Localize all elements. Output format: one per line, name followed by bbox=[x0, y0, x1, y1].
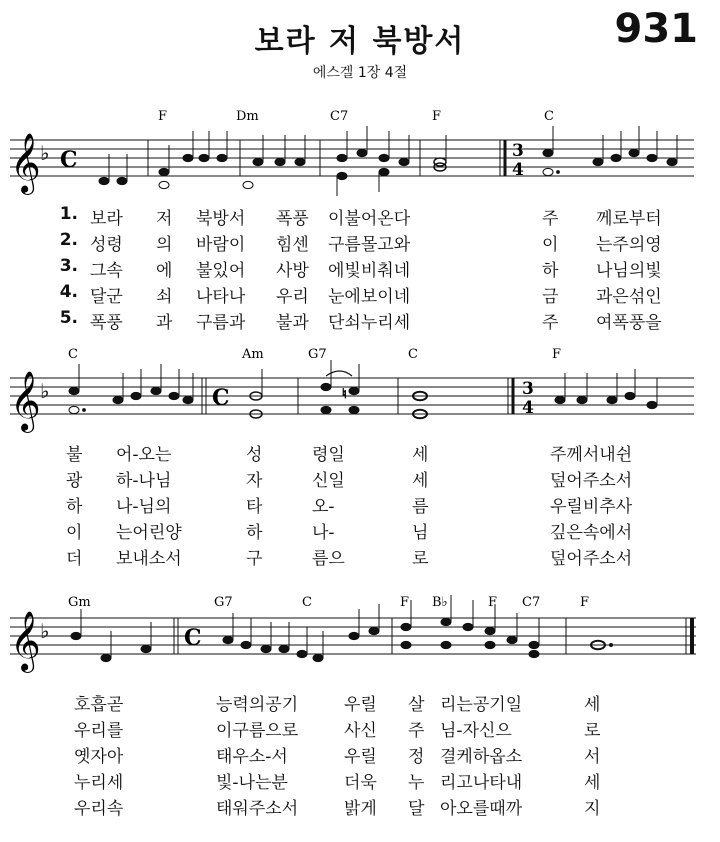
lyric-segment: 세 bbox=[584, 695, 601, 715]
verse-row bbox=[0, 308, 720, 332]
lyric-segment: 의 bbox=[156, 235, 173, 255]
lyric-segment: 서 bbox=[584, 747, 601, 767]
verse-number: 1. bbox=[59, 204, 78, 224]
verse-number: 2. bbox=[59, 230, 78, 250]
chord-label: G7 bbox=[214, 595, 233, 610]
note-head bbox=[223, 636, 233, 643]
note-head bbox=[543, 149, 553, 156]
note-head bbox=[529, 641, 539, 648]
common-time-icon: C bbox=[184, 625, 202, 651]
chord-label: C7 bbox=[522, 595, 541, 610]
note-head bbox=[357, 149, 367, 156]
lyric-segment: 빛-나는분 bbox=[216, 773, 288, 793]
note-head bbox=[183, 396, 193, 403]
staff-system-2 bbox=[0, 340, 720, 440]
chord-label: G7 bbox=[308, 347, 327, 362]
lyric-segment: 하 bbox=[246, 523, 263, 543]
lyric-segment: 세 bbox=[412, 445, 429, 465]
note-head bbox=[313, 654, 323, 661]
note-head bbox=[117, 177, 127, 184]
lyric-segment: 나타나 bbox=[196, 287, 246, 307]
lyric-segment: 덮어주소서 bbox=[550, 549, 633, 569]
note-head bbox=[151, 387, 161, 394]
chord-label: F bbox=[432, 109, 442, 124]
note-head bbox=[441, 618, 451, 625]
lyric-segment: 저 bbox=[156, 209, 173, 229]
treble-clef-icon: 𝄞 bbox=[10, 371, 41, 431]
lyric-segment: 광 bbox=[66, 471, 83, 491]
note-head bbox=[69, 406, 79, 413]
lyric-segment: 우릴 bbox=[344, 695, 377, 715]
chord-label: F bbox=[552, 347, 562, 362]
lyric-segment: 그속 bbox=[90, 261, 123, 281]
lyric-segment: 사방 bbox=[276, 261, 309, 281]
lyric-segment: 령일 bbox=[312, 445, 345, 465]
note-head bbox=[369, 627, 379, 634]
svg-text:♮: ♮ bbox=[342, 387, 347, 402]
note-head bbox=[321, 383, 331, 390]
lyric-segment: 정 bbox=[408, 747, 425, 767]
note-head bbox=[243, 181, 253, 188]
note-head bbox=[297, 650, 307, 657]
verse-row bbox=[0, 230, 720, 254]
chord-label: F bbox=[580, 595, 590, 610]
lyric-segment: 세 bbox=[412, 471, 429, 491]
lyric-segment: 님 bbox=[412, 523, 429, 543]
lyric-segment: 사신 bbox=[344, 721, 377, 741]
note-head bbox=[69, 387, 79, 394]
flat-key-signature-icon: ♭ bbox=[40, 619, 50, 643]
chord-label: F bbox=[400, 595, 410, 610]
verse-row bbox=[0, 466, 720, 490]
staff-lines bbox=[10, 140, 694, 176]
note-head bbox=[349, 406, 359, 413]
lyric-segment: 자 bbox=[246, 471, 263, 491]
note-head bbox=[199, 154, 209, 161]
note-head bbox=[629, 149, 639, 156]
lyric-segment: 세 bbox=[584, 773, 601, 793]
note-head bbox=[113, 396, 123, 403]
lyric-segment: 살 bbox=[408, 695, 425, 715]
note-head bbox=[275, 158, 285, 165]
lyric-segment: 주 bbox=[542, 313, 559, 333]
note-head bbox=[625, 392, 635, 399]
lyric-segment: 로 bbox=[584, 721, 601, 741]
time-signature-3-4-icon: 4 bbox=[522, 398, 534, 418]
lyric-segment: 우릴 bbox=[344, 747, 377, 767]
lyric-segment: 름으 bbox=[312, 549, 345, 569]
note-head bbox=[485, 641, 495, 648]
lyric-segment: 밝게 bbox=[344, 799, 377, 819]
chord-label: Gm bbox=[68, 595, 91, 610]
note-head bbox=[321, 406, 331, 413]
note-head bbox=[529, 650, 539, 657]
lyric-segment: 덮어주소서 bbox=[550, 471, 633, 491]
lyric-segment: 에빛비춰네 bbox=[328, 261, 411, 281]
lyric-segment: 우리속 bbox=[74, 799, 124, 819]
note-head bbox=[543, 168, 553, 175]
lyric-segment: 보라 bbox=[90, 209, 123, 229]
chord-label: B♭ bbox=[432, 595, 448, 610]
note-head bbox=[611, 154, 621, 161]
note-head bbox=[131, 392, 141, 399]
lyric-segment: 오- bbox=[312, 497, 335, 517]
hymn-title: 보라 저 북방서 bbox=[254, 24, 466, 59]
lyric-segment: 더욱 bbox=[344, 773, 377, 793]
lyric-segment: 깊은속에서 bbox=[550, 523, 633, 543]
note-head bbox=[349, 387, 359, 394]
note-head bbox=[441, 641, 451, 648]
lyric-segment: 구름과 bbox=[196, 313, 246, 333]
lyric-segment: 구름몰고와 bbox=[328, 235, 411, 255]
verse-row bbox=[0, 768, 720, 792]
lyric-segment: 아오를때까 bbox=[440, 799, 523, 819]
lyric-segment: 주 bbox=[408, 721, 425, 741]
lyric-segment: 성령 bbox=[90, 235, 123, 255]
note-head bbox=[241, 641, 251, 648]
lyric-segment: 과 bbox=[156, 313, 173, 333]
verse-row bbox=[0, 716, 720, 740]
lyric-segment: 지 bbox=[584, 799, 601, 819]
note-head bbox=[159, 181, 169, 188]
note-head bbox=[401, 623, 411, 630]
verse-row bbox=[0, 492, 720, 516]
lyric-segment: 누리세 bbox=[74, 773, 124, 793]
note-head bbox=[647, 401, 657, 408]
common-time-icon: C bbox=[60, 147, 78, 173]
lyric-segment: 누 bbox=[408, 773, 425, 793]
chord-label: C bbox=[68, 347, 78, 362]
lyric-segment: 주께서내쉰 bbox=[550, 445, 633, 465]
note-head bbox=[183, 154, 193, 161]
lyric-segment: 리는공기일 bbox=[440, 695, 523, 715]
lyric-segment: 달 bbox=[408, 799, 425, 819]
verse-row bbox=[0, 742, 720, 766]
note-head bbox=[485, 627, 495, 634]
treble-clef-icon: 𝄞 bbox=[10, 611, 41, 671]
note-head bbox=[253, 158, 263, 165]
lyric-segment: 구 bbox=[246, 549, 263, 569]
lyric-segment: 더 bbox=[66, 549, 83, 569]
note-head bbox=[337, 172, 347, 179]
lyric-segment: 불과 bbox=[276, 313, 309, 333]
lyric-segment: 하 bbox=[542, 261, 559, 281]
lyric-segment: 나-님의 bbox=[116, 497, 172, 517]
verse-row bbox=[0, 690, 720, 714]
lyric-segment: 호흡곧 bbox=[74, 695, 124, 715]
verse-number: 5. bbox=[59, 308, 78, 328]
note-head bbox=[507, 636, 517, 643]
lyric-segment: 태우소-서 bbox=[216, 747, 288, 767]
lyric-segment: 는어린양 bbox=[116, 523, 182, 543]
lyric-segment: 님-자신으 bbox=[440, 721, 512, 741]
chord-symbols bbox=[158, 109, 554, 124]
lyric-segment: 어-오는 bbox=[116, 445, 172, 465]
lyric-segment: 금 bbox=[542, 287, 559, 307]
lyric-segment: 폭풍 bbox=[276, 209, 309, 229]
lyric-segment: 보내소서 bbox=[116, 549, 182, 569]
lyric-segment: 불있어 bbox=[196, 261, 246, 281]
lyric-segment: 나- bbox=[312, 523, 335, 543]
lyric-segment: 이구름으로 bbox=[216, 721, 299, 741]
lyric-segment: 우릴비추사 bbox=[550, 497, 633, 517]
lyric-segment: 쇠 bbox=[156, 287, 173, 307]
note-head bbox=[169, 392, 179, 399]
note-head bbox=[101, 654, 111, 661]
lyric-segment: 단쇠누리세 bbox=[328, 313, 411, 333]
note-head bbox=[279, 645, 289, 652]
lyric-segment: 에 bbox=[156, 261, 173, 281]
common-time-icon: C bbox=[212, 385, 230, 411]
note-head bbox=[295, 158, 305, 165]
lyric-segment: 타 bbox=[246, 497, 263, 517]
verse-row bbox=[0, 440, 720, 464]
time-signature-3-4-icon: 4 bbox=[512, 160, 524, 180]
chord-label: C bbox=[302, 595, 312, 610]
note-head bbox=[337, 154, 347, 161]
lyric-segment: 과은섞인 bbox=[596, 287, 662, 307]
lyric-segment: 이불어온다 bbox=[328, 209, 411, 229]
lyric-segment: 눈에보이네 bbox=[328, 287, 411, 307]
note-head bbox=[399, 158, 409, 165]
note-head bbox=[379, 154, 389, 161]
verse-number: 3. bbox=[59, 256, 78, 276]
chord-label: Dm bbox=[236, 109, 259, 124]
lyric-segment: 북방서 bbox=[196, 209, 246, 229]
chord-label: C bbox=[408, 347, 418, 362]
lyric-segment: 성 bbox=[246, 445, 263, 465]
note-head bbox=[463, 623, 473, 630]
lyric-segment: 능력의공기 bbox=[216, 695, 299, 715]
note-head bbox=[349, 632, 359, 639]
note-head bbox=[99, 177, 109, 184]
lyric-segment: 우리 bbox=[276, 287, 309, 307]
chord-symbols bbox=[68, 347, 561, 362]
lyric-segment: 힘센 bbox=[276, 235, 309, 255]
verse-row bbox=[0, 544, 720, 568]
note-head bbox=[217, 154, 227, 161]
lyric-segment: 이 bbox=[542, 235, 559, 255]
note-head bbox=[667, 158, 677, 165]
notes bbox=[69, 360, 657, 418]
note-head bbox=[159, 168, 169, 175]
chord-symbols bbox=[68, 595, 589, 610]
note-head bbox=[261, 645, 271, 652]
flat-key-signature-icon: ♭ bbox=[40, 141, 50, 165]
lyric-segment: 신일 bbox=[312, 471, 345, 491]
note-head bbox=[141, 645, 151, 652]
time-signature-3-4-icon: 3 bbox=[512, 141, 524, 161]
chord-label: C7 bbox=[330, 109, 349, 124]
flat-key-signature-icon: ♭ bbox=[40, 379, 50, 403]
note-head bbox=[577, 396, 587, 403]
scripture-reference: 에스겔 1장 4절 bbox=[312, 65, 408, 81]
note-head bbox=[71, 632, 81, 639]
lyric-segment: 옛자아 bbox=[74, 747, 124, 767]
lyric-segment: 폭풍 bbox=[90, 313, 123, 333]
chord-label: C bbox=[544, 109, 554, 124]
lyric-segment: 께로부터 bbox=[596, 209, 662, 229]
lyric-segment: 름 bbox=[412, 497, 429, 517]
lyric-segment: 바람이 bbox=[196, 235, 246, 255]
chord-label: Am bbox=[242, 347, 264, 362]
lyric-segment: 결케하옵소 bbox=[440, 747, 523, 767]
verse-row bbox=[0, 518, 720, 542]
chord-label: F bbox=[488, 595, 498, 610]
verse-row bbox=[0, 204, 720, 228]
lyric-segment: 하 bbox=[66, 497, 83, 517]
lyric-segment: 주 bbox=[542, 209, 559, 229]
verse-number: 4. bbox=[59, 282, 78, 302]
note-head bbox=[401, 641, 411, 648]
lyric-segment: 리고나타내 bbox=[440, 773, 523, 793]
note-head bbox=[593, 158, 603, 165]
note-head bbox=[647, 154, 657, 161]
notes bbox=[99, 126, 677, 196]
lyric-segment: 이 bbox=[66, 523, 83, 543]
note-head bbox=[607, 396, 617, 403]
chord-label: F bbox=[158, 109, 168, 124]
lyric-segment: 여폭풍을 bbox=[596, 313, 662, 333]
staff-system-1 bbox=[0, 100, 720, 210]
lyric-segment: 태워주소서 bbox=[216, 799, 299, 819]
verse-row bbox=[0, 256, 720, 280]
verse-row bbox=[0, 282, 720, 306]
hymn-number: 931 bbox=[614, 6, 698, 52]
lyric-segment: 는주의영 bbox=[596, 235, 662, 255]
lyric-segment: 달군 bbox=[90, 287, 123, 307]
lyric-segment: 로 bbox=[412, 549, 429, 569]
treble-clef-icon: 𝄞 bbox=[10, 133, 41, 193]
lyric-segment: 하-나님 bbox=[116, 471, 172, 491]
time-signature-3-4-icon: 3 bbox=[522, 379, 534, 399]
staff-system-3 bbox=[0, 588, 720, 688]
note-head bbox=[379, 168, 389, 175]
verse-row bbox=[0, 794, 720, 818]
lyric-segment: 불 bbox=[66, 445, 83, 465]
note-head bbox=[555, 396, 565, 403]
lyric-segment: 나님의빛 bbox=[596, 261, 662, 281]
lyric-segment: 우리를 bbox=[74, 721, 124, 741]
